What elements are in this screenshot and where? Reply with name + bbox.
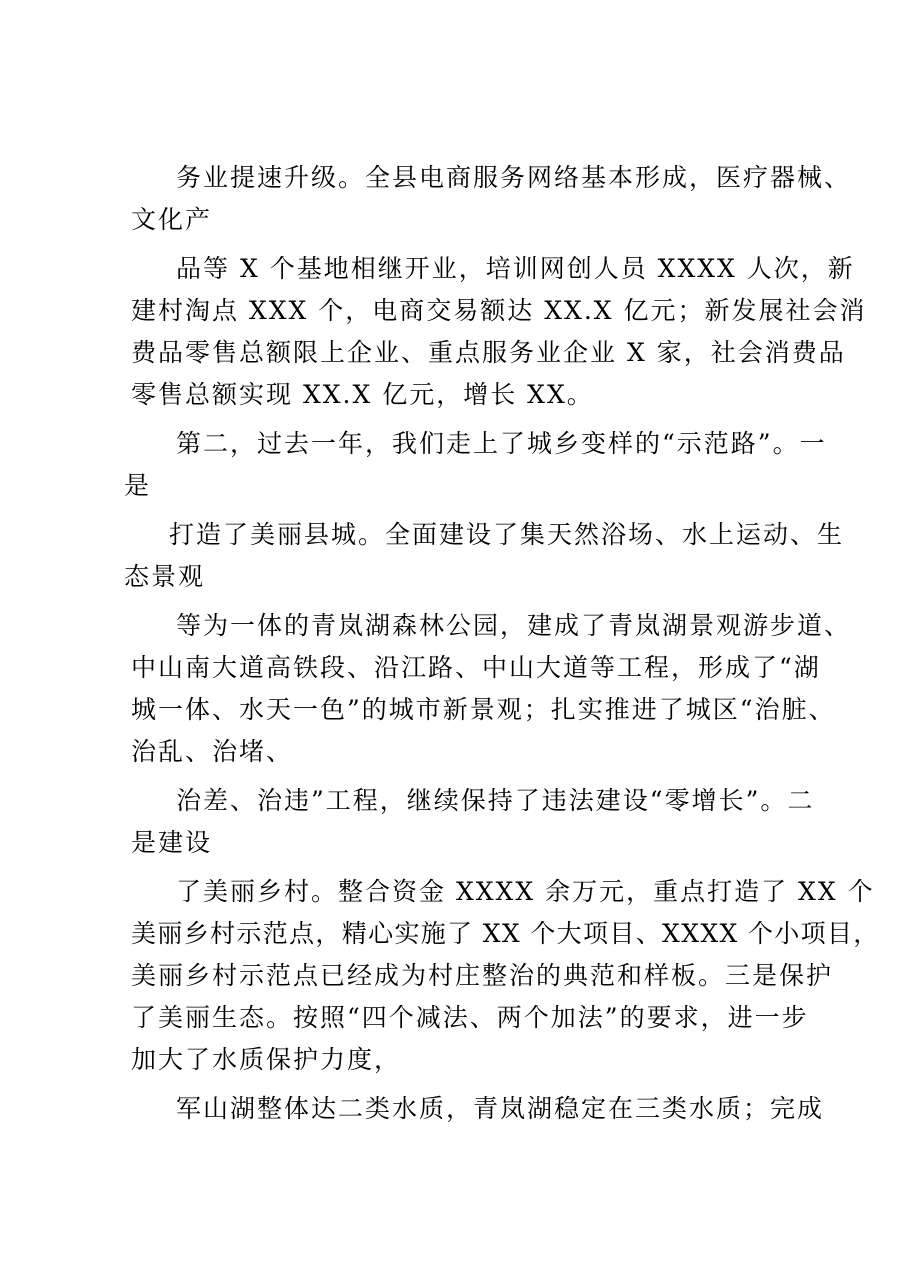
text-line: 建村淘点 XXX 个，电商交易额达 XX.X 亿元；新发展社会消 xyxy=(131,296,867,325)
text-line: 治差、治违”工程，继续保持了违法建设“零增长”。二 xyxy=(176,786,815,815)
text-line: 品等 X 个基地相继开业，培训网创人员 XXXX 人次，新 xyxy=(176,254,855,283)
text-line: 等为一体的青岚湖森林公园，建成了青岚湖景观游步道、 xyxy=(176,611,852,640)
text-line: 态景观 xyxy=(124,562,206,591)
text-line: 美丽乡村示范点，精心实施了 XX 个大项目、XXXX 个小项目， xyxy=(131,919,880,948)
text-line: 是 xyxy=(124,471,152,500)
text-line: 费品零售总额限上企业、重点服务业企业 X 家，社会消费品 xyxy=(131,338,846,367)
text-line: 美丽乡村示范点已经成为村庄整治的典范和样板。三是保护 xyxy=(131,961,834,990)
text-line: 城一体、水天一色”的城市新景观；扎实推进了城区“治脏、 xyxy=(131,695,836,724)
text-line: 文化产 xyxy=(131,205,213,234)
text-line: 治乱、治堵、 xyxy=(131,737,294,766)
text-line: 军山湖整体达二类水质，青岚湖稳定在三类水质；完成 xyxy=(176,1094,825,1123)
text-line: 务业提速升级。全县电商服务网络基本形成，医疗器械、 xyxy=(176,163,852,192)
text-line: 打造了美丽县城。全面建设了集天然浴场、水上运动、生 xyxy=(169,520,845,549)
text-line: 加大了水质保护力度， xyxy=(131,1045,402,1074)
text-line: 零售总额实现 XX.X 亿元，增长 XX。 xyxy=(131,380,594,409)
text-line: 第二，过去一年，我们走上了城乡变样的“示范路”。一 xyxy=(176,429,827,458)
text-line: 了美丽生态。按照“四个减法、两个加法”的要求，进一步 xyxy=(131,1003,809,1032)
text-line: 中山南大道高铁段、沿江路、中山大道等工程，形成了“湖 xyxy=(131,653,821,682)
text-line: 是建设 xyxy=(131,828,213,857)
text-line: 了美丽乡村。整合资金 XXXX 余万元，重点打造了 XX 个 xyxy=(176,877,875,906)
